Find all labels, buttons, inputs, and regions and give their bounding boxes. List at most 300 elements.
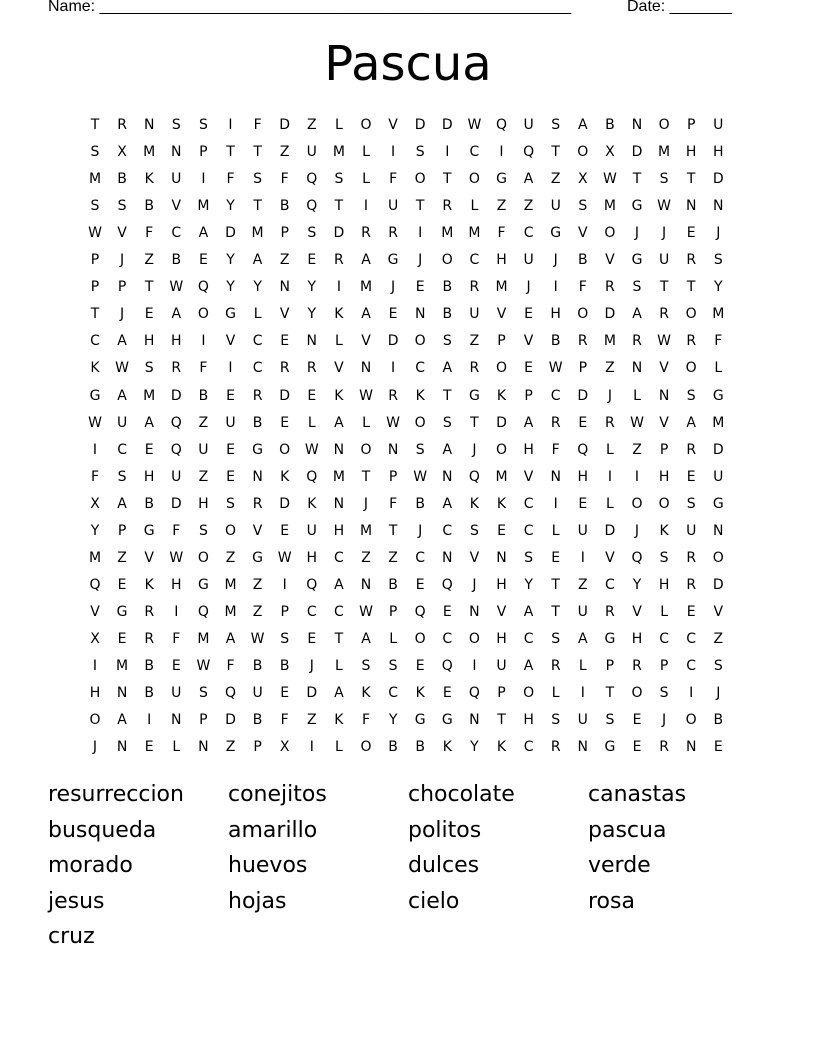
grid-letter: F [280,712,289,729]
grid-letter: O [360,117,372,133]
grid-letter: M [332,144,345,161]
grid-letter: P [659,658,669,674]
grid-letter: W [467,117,482,133]
grid-letter: A [442,441,453,458]
grid-letter: Y [632,576,642,593]
grid-letter: R [279,360,290,377]
grid-row [84,599,734,626]
grid-letter: U [171,171,182,188]
grid-letter: F [389,495,398,512]
grid-letter: J [634,522,640,539]
grid-letter: I [92,441,98,458]
grid-letter: D [712,576,724,593]
grid-letter: N [116,685,128,702]
grid-letter: Z [198,414,209,431]
grid-letter: P [497,333,506,350]
grid-letter: N [116,739,128,756]
grid-letter: H [333,522,345,539]
grid-letter: W [359,387,373,404]
grid-letter: F [172,630,181,647]
grid-letter: A [578,117,588,133]
grid-letter: L [660,603,668,620]
grid-letter: S [415,441,425,458]
grid-letter: Z [605,360,615,377]
grid-letter: J [309,658,314,674]
grid-letter: T [334,198,344,215]
grid-letter: W [548,360,563,377]
grid-letter: V [632,603,642,620]
grid-letter: N [198,739,209,756]
grid-letter: A [117,495,127,512]
grid-letter: V [279,306,290,323]
grid-row [84,572,734,599]
grid-letter: E [144,739,154,756]
grid-letter: E [632,739,642,756]
grid-letter: R [550,739,561,756]
grid-letter: A [632,306,642,323]
grid-letter: H [89,685,101,702]
grid-letter: K [442,739,452,756]
grid-letter: Y [524,576,533,593]
grid-letter: Q [441,576,453,593]
grid-letter: S [659,685,669,702]
grid-letter: S [90,198,100,215]
grid-letter: A [361,306,371,323]
grid-letter: J [472,576,477,593]
word-list-item: cruz [48,924,95,949]
grid-letter: V [659,360,669,377]
grid-letter: S [442,414,452,431]
grid-row [84,220,734,247]
grid-letter: E [551,549,561,566]
grid-letter: C [523,495,534,512]
grid-letter: R [686,441,697,458]
grid-letter: G [604,630,616,647]
grid-letter: J [92,739,98,756]
date-field-line[interactable]: Date: _______ [627,0,732,15]
grid-letter: I [228,360,233,377]
grid-letter: S [442,333,452,350]
grid-letter: S [307,225,317,242]
grid-letter: G [387,252,399,269]
grid-letter: P [199,712,208,729]
grid-letter: S [659,171,669,188]
grid-letter: V [90,603,100,620]
grid-letter: H [658,576,670,593]
grid-letter: Z [307,117,317,133]
grid-letter: P [253,739,262,756]
grid-letter: O [631,495,643,512]
grid-letter: B [605,117,615,133]
grid-letter: V [496,603,507,620]
grid-letter: O [224,522,237,539]
grid-letter: X [117,144,127,161]
grid-letter: O [685,712,697,729]
grid-letter: R [686,549,697,566]
grid-letter: L [578,658,587,674]
grid-letter: D [279,387,291,404]
grid-letter: X [578,171,588,188]
grid-letter: A [523,603,534,620]
grid-letter: U [550,198,561,215]
grid-letter: S [361,658,371,674]
grid-letter: S [713,252,723,269]
grid-letter: M [116,658,129,674]
grid-letter: Q [306,468,318,485]
grid-letter: S [415,144,425,161]
grid-letter: G [631,252,643,269]
grid-letter: D [170,387,182,404]
grid-letter: W [169,279,184,296]
grid-letter: S [551,117,561,133]
grid-letter: Z [252,576,263,593]
grid-letter: L [362,414,370,431]
grid-letter: Z [496,198,507,215]
grid-letter: Y [307,306,317,323]
grid-letter: E [442,603,452,620]
grid-row [84,491,734,518]
grid-letter: R [605,414,615,431]
grid-letter: U [713,117,724,133]
grid-letter: D [496,414,507,431]
grid-letter: C [388,685,398,702]
grid-letter: Q [197,603,209,620]
grid-letter: L [633,387,641,404]
grid-letter: G [604,739,616,756]
grid-letter: P [280,603,289,620]
grid-letter: D [604,522,616,539]
grid-letter: R [144,630,155,647]
grid-letter: U [577,522,588,539]
grid-letter: K [334,306,344,323]
grid-letter: O [197,306,209,323]
grid-letter: D [414,117,426,133]
grid-letter: K [496,387,507,404]
grid-letter: H [496,576,507,593]
grid-letter: S [578,198,588,215]
grid-letter: A [523,171,534,188]
grid-letter: E [226,441,235,458]
grid-letter: K [496,739,507,756]
grid-letter: O [631,685,643,702]
grid-letter: D [387,333,399,350]
grid-letter: D [279,117,291,133]
grid-letter: D [631,144,643,161]
grid-letter: O [577,306,589,323]
grid-letter: X [605,144,615,161]
grid-letter: E [144,441,154,458]
grid-letter: K [144,171,154,188]
grid-letter: Q [224,685,237,702]
grid-letter: S [253,171,263,188]
grid-letter: S [144,360,154,377]
grid-letter: L [334,739,343,756]
grid-letter: T [144,279,154,296]
grid-letter: V [171,198,182,215]
grid-letter: J [634,225,640,242]
grid-letter: B [252,414,263,431]
grid-letter: G [468,387,480,404]
grid-letter: U [306,522,317,539]
grid-row [84,410,734,437]
grid-letter: E [632,712,642,729]
grid-letter: Z [225,549,236,566]
grid-letter: H [523,712,534,729]
grid-letter: N [360,360,372,377]
grid-letter: U [686,522,697,539]
grid-letter: T [226,144,235,161]
grid-letter: W [657,198,672,215]
grid-letter: B [171,252,182,269]
grid-letter: H [713,144,724,161]
grid-letter: O [577,144,589,161]
grid-letter: C [686,630,697,647]
grid-letter: E [226,468,235,485]
grid-letter: Z [279,252,290,269]
grid-letter: N [252,468,263,485]
grid-letter: D [712,441,724,458]
grid-letter: F [714,333,723,350]
grid-row [84,437,734,464]
grid-letter: B [252,712,263,729]
grid-letter: R [252,495,263,512]
grid-letter: R [605,603,615,620]
grid-letter: Y [307,279,317,296]
name-field-line[interactable]: Name: _____________________________________________________ [48,0,572,15]
grid-letter: L [551,685,560,702]
grid-letter: S [605,712,615,729]
grid-letter: Y [470,739,479,756]
grid-letter: I [309,739,314,756]
grid-letter: V [225,333,236,350]
grid-letter: N [469,603,480,620]
grid-letter: Z [469,333,480,350]
grid-letter: V [144,549,154,566]
grid-letter: B [144,198,154,215]
grid-letter: R [388,225,398,242]
grid-letter: I [201,171,206,188]
grid-letter: K [307,495,317,512]
grid-letter: E [415,576,425,593]
grid-letter: C [252,360,263,377]
grid-row [84,247,734,274]
grid-letter: U [523,117,534,133]
grid-letter: Q [631,549,643,566]
grid-letter: C [415,549,426,566]
grid-letter: M [359,522,373,539]
grid-letter: J [418,522,423,539]
grid-letter: E [415,279,425,296]
grid-letter: I [499,144,504,161]
grid-letter: I [391,144,396,161]
grid-letter: V [388,117,398,133]
grid-letter: R [469,360,480,377]
grid-letter: R [442,198,453,215]
grid-letter: J [526,279,531,296]
grid-letter: M [603,333,616,350]
grid-letter: M [224,576,237,593]
grid-letter: S [198,685,208,702]
grid-letter: Q [197,279,209,296]
grid-letter: A [198,225,209,242]
grid-letter: O [360,441,372,458]
grid-letter: O [468,171,480,188]
grid-letter: P [117,279,127,296]
word-list-item: canastas [588,782,687,807]
grid-letter: S [713,658,723,674]
grid-letter: D [279,495,291,512]
grid-letter: N [442,549,453,566]
grid-letter: S [659,549,669,566]
grid-letter: Z [361,549,371,566]
grid-letter: K [334,712,344,729]
grid-letter: N [685,198,697,215]
grid-letter: K [334,387,344,404]
grid-letter: Q [306,198,318,215]
grid-letter: R [577,333,588,350]
grid-letter: I [445,144,450,161]
grid-letter: J [363,495,369,512]
grid-letter: Y [90,522,100,539]
grid-letter: T [497,712,506,729]
grid-letter: O [468,630,480,647]
grid-letter: T [551,576,560,593]
grid-letter: Z [632,441,642,458]
grid-letter: B [279,198,290,215]
grid-letter: R [659,306,669,323]
grid-letter: B [388,739,398,756]
grid-letter: O [495,441,508,458]
grid-letter: J [391,279,396,296]
word-list-item: busqueda [48,817,157,843]
grid-letter: F [578,279,587,296]
grid-letter: A [144,414,154,431]
grid-letter: M [88,549,102,566]
grid-letter: M [468,225,481,242]
grid-letter: Q [495,117,508,133]
grid-letter: Z [523,198,534,215]
grid-letter: E [307,630,317,647]
grid-letter: I [147,712,152,729]
grid-letter: E [497,522,506,539]
grid-letter: N [550,468,561,485]
grid-letter: R [361,225,371,242]
grid-letter: E [524,360,534,377]
grid-letter: P [659,441,669,458]
grid-letter: A [361,252,371,269]
grid-letter: M [603,198,616,215]
grid-letter: U [252,685,263,702]
grid-letter: P [90,279,100,296]
grid-letter: E [117,630,127,647]
grid-letter: E [171,658,181,674]
grid-row [84,301,734,328]
grid-letter: E [280,414,290,431]
grid-letter: R [550,658,561,674]
grid-letter: N [171,712,182,729]
grid-letter: V [605,252,615,269]
grid-letter: L [714,360,723,377]
grid-letter: L [605,495,614,512]
grid-letter: E [198,252,208,269]
grid-letter: H [631,630,643,647]
grid-letter: D [441,117,453,133]
grid-letter: M [332,468,345,485]
grid-letter: V [523,468,534,485]
grid-letter: M [88,171,102,188]
grid-letter: Y [226,279,235,296]
grid-letter: E [686,603,696,620]
grid-letter: W [630,414,644,431]
grid-letter: Y [714,279,723,296]
word-list-item: conejitos [228,782,327,807]
grid-row [84,626,734,653]
grid-row [84,274,734,301]
grid-letter: W [169,549,184,566]
grid-letter: B [388,576,398,593]
grid-letter: K [90,360,100,377]
grid-letter: C [686,658,697,674]
grid-letter: I [391,360,396,377]
grid-letter: B [144,658,154,674]
word-list-item: hojas [228,888,287,914]
grid-letter: K [144,576,154,593]
grid-letter: Y [253,279,262,296]
grid-letter: I [282,576,287,593]
grid-letter: O [414,171,426,188]
grid-letter: E [280,522,290,539]
grid-letter: L [334,658,343,674]
grid-letter: J [120,306,125,323]
grid-letter: I [607,468,612,485]
grid-letter: B [144,685,154,702]
grid-letter: F [145,225,154,242]
grid-letter: A [442,360,453,377]
grid-letter: U [171,685,182,702]
grid-letter: S [117,198,127,215]
grid-letter: C [469,144,480,161]
grid-letter: H [577,468,589,485]
grid-letter: P [90,252,100,269]
grid-letter: L [307,414,316,431]
grid-row [84,518,734,545]
grid-letter: A [578,630,588,647]
grid-letter: T [551,603,560,620]
grid-letter: E [144,306,154,323]
grid-letter: T [551,144,560,161]
grid-letter: L [605,441,614,458]
grid-letter: O [197,549,209,566]
grid-letter: I [580,549,585,566]
grid-letter: U [469,306,480,323]
grid-letter: L [172,739,181,756]
grid-letter: N [171,144,182,161]
grid-letter: H [198,495,209,512]
grid-row [84,355,734,382]
grid-letter: O [89,712,101,729]
grid-letter: B [252,658,263,674]
grid-letter: H [496,252,507,269]
grid-letter: C [469,252,480,269]
grid-letter: A [523,414,534,431]
grid-row [84,383,734,410]
grid-row [84,464,734,491]
grid-letter: W [359,603,373,620]
grid-letter: D [577,387,589,404]
grid-letter: G [712,387,724,404]
grid-letter: C [523,225,534,242]
grid-letter: J [607,387,612,404]
